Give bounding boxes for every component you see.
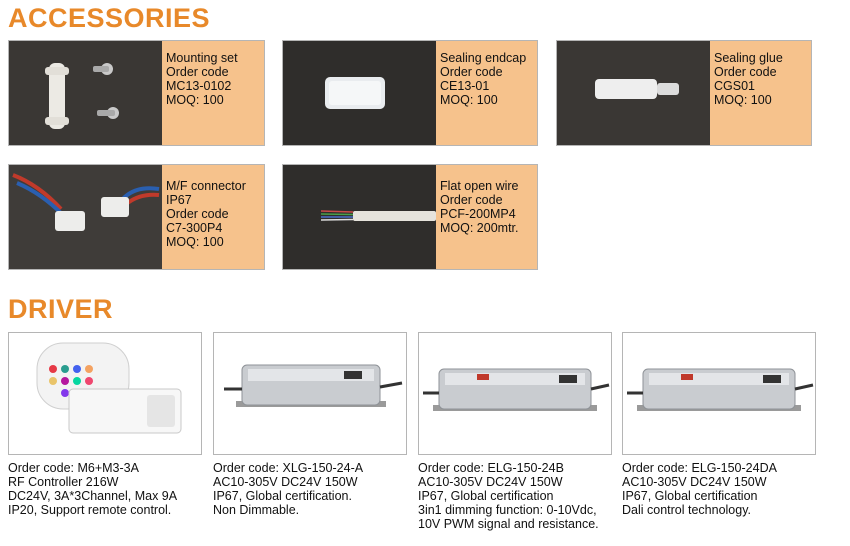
mounting-set-photo	[9, 41, 162, 145]
moq: MOQ: 200mtr.	[440, 221, 519, 235]
order-code-value: PCF-200MP4	[440, 207, 516, 221]
driver-spec: IP67, Global certification.	[213, 489, 352, 503]
driver-spec: IP67, Global certification	[622, 489, 758, 503]
driver-order-code: Order code: ELG-150-24B	[418, 461, 564, 475]
order-code-label: Order code	[166, 207, 229, 221]
sealing-endcap-photo	[283, 41, 436, 145]
accessory-card-connector	[8, 164, 265, 270]
driver-spec: AC10-305V DC24V 150W	[213, 475, 358, 489]
sealing-glue-photo	[557, 41, 710, 145]
accessory-name: Sealing glue	[714, 51, 783, 65]
driver-spec: 10V PWM signal and resistance.	[418, 517, 599, 531]
order-code-label: Order code	[166, 65, 229, 79]
driver-order-code: Order code: XLG-150-24-A	[213, 461, 364, 475]
driver-spec: Dali control technology.	[622, 503, 752, 517]
order-code-label: Order code	[714, 65, 777, 79]
accessory-info	[440, 179, 519, 235]
driver-spec: Non Dimmable.	[213, 503, 300, 517]
driver-spec: AC10-305V DC24V 150W	[622, 475, 767, 489]
order-code-value: C7-300P4	[166, 221, 223, 235]
driver-info	[418, 461, 599, 531]
order-code-label: Order code	[440, 65, 503, 79]
accessory-name: Sealing endcap	[440, 51, 527, 65]
accessory-info	[166, 51, 238, 107]
driver-spec: IP67, Global certification	[418, 489, 554, 503]
accessory-info	[714, 51, 783, 107]
driver-info	[8, 461, 177, 517]
order-code-value: MC13-0102	[166, 79, 232, 93]
accessory-card-sealing-endcap	[282, 40, 538, 146]
driver-image-rf-controller	[8, 332, 202, 455]
driver-image-xlg-150	[213, 332, 407, 455]
order-code-value: CE13-01	[440, 79, 490, 93]
accessory-name: Flat open wire	[440, 179, 519, 193]
moq: MOQ: 100	[166, 235, 224, 249]
order-code-value: CGS01	[714, 79, 755, 93]
driver-spec: AC10-305V DC24V 150W	[418, 475, 563, 489]
accessory-card-flat-wire	[282, 164, 538, 270]
driver-order-code: Order code: M6+M3-3A	[8, 461, 139, 475]
accessory-card-sealing-glue	[556, 40, 812, 146]
accessory-name: Mounting set	[166, 51, 238, 65]
flat-wire-photo	[283, 165, 436, 269]
driver-order-code: Order code: ELG-150-24DA	[622, 461, 777, 475]
driver-info	[622, 461, 777, 517]
accessory-card-mounting-set	[8, 40, 265, 146]
driver-spec: RF Controller 216W	[8, 475, 119, 489]
accessory-info	[166, 179, 246, 249]
driver-info	[213, 461, 363, 517]
moq: MOQ: 100	[440, 93, 498, 107]
driver-image-elg-150-24b	[418, 332, 612, 455]
driver-heading: DRIVER	[8, 294, 114, 324]
driver-spec: DC24V, 3A*3Channel, Max 9A	[8, 489, 178, 503]
driver-spec: 3in1 dimming function: 0-10Vdc,	[418, 503, 597, 517]
ip-rating: IP67	[166, 193, 192, 207]
accessory-name: M/F connector	[166, 179, 246, 193]
driver-image-elg-150-24da	[622, 332, 816, 455]
accessories-heading: ACCESSORIES	[8, 3, 211, 33]
order-code-label: Order code	[440, 193, 503, 207]
moq: MOQ: 100	[166, 93, 224, 107]
moq: MOQ: 100	[714, 93, 772, 107]
accessory-info	[440, 51, 526, 107]
driver-spec: IP20, Support remote control.	[8, 503, 172, 517]
connector-photo	[9, 165, 162, 269]
